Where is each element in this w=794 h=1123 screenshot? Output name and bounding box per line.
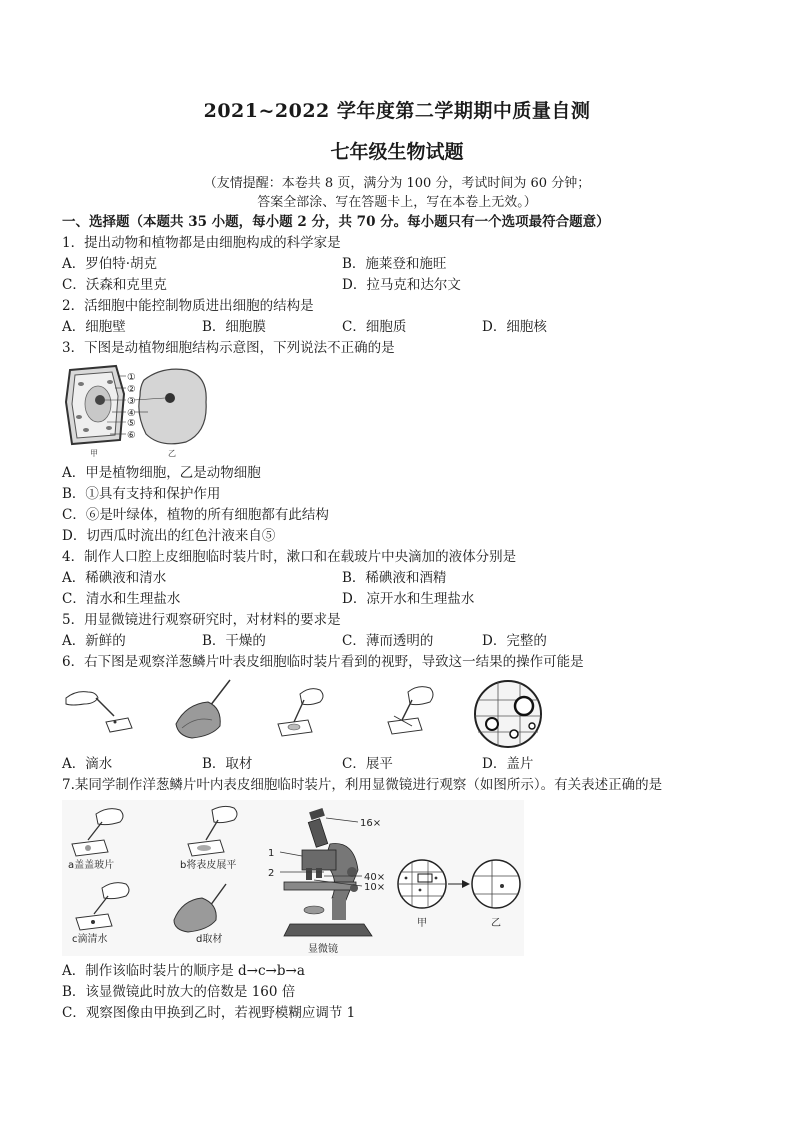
q4-option-c: C．清水和生理盐水 xyxy=(62,591,181,607)
q6-stem: 6．右下图是观察洋葱鳞片叶表皮细胞临时装片看到的视野，导致这一结果的操作可能是 xyxy=(62,654,584,670)
cell-label-4: ④ xyxy=(127,408,136,419)
q4-option-a: A．稀碘液和清水 xyxy=(62,570,167,586)
q6-option-d: D．盖片 xyxy=(482,756,534,772)
q1-option-b: B．施莱登和施旺 xyxy=(342,256,447,272)
q2-option-a: A．细胞壁 xyxy=(62,319,126,335)
exam-note-line2: 答案全部涂、写在答题卡上，写在本卷上无效。） xyxy=(257,195,537,210)
cell-caption-yi: 乙 xyxy=(168,449,176,458)
q7-stem: 7.某同学制作洋葱鳞片叶内表皮细胞临时装片，利用显微镜进行观察（如图所示）。有关表述正确的是 xyxy=(62,777,663,793)
view-yi-caption: 乙 xyxy=(491,918,501,929)
cell-label-3: ③ xyxy=(127,396,136,407)
q7-option-a: A．制作该临时装片的顺序是 d→c→b→a xyxy=(62,963,305,979)
q6-option-c: C．展平 xyxy=(342,756,393,772)
q5-option-a: A．新鲜的 xyxy=(62,633,126,649)
q6-option-a: A．滴水 xyxy=(62,756,113,772)
view-jia-illustration xyxy=(398,860,446,908)
microscope-caption: 显微镜 xyxy=(308,944,338,955)
cell-diagram-figure xyxy=(62,362,212,458)
q1-option-d: D．拉马克和达尔文 xyxy=(342,277,461,293)
q7-option-b: B．该显微镜此时放大的倍数是 160 倍 xyxy=(62,984,296,1000)
q7-option-c: C．观察图像由甲换到乙时，若视野模糊应调节 1 xyxy=(62,1005,356,1021)
view-jia-caption: 甲 xyxy=(417,918,427,929)
q5-option-d: D．完整的 xyxy=(482,633,547,649)
q2-option-c: C．细胞质 xyxy=(342,319,407,335)
q1-stem: 1．提出动物和植物都是由细胞构成的科学家是 xyxy=(62,235,341,251)
cell-label-1: ① xyxy=(127,372,136,383)
q3-stem: 3．下图是动植物细胞结构示意图，下列说法不正确的是 xyxy=(62,340,395,356)
objective-40x-label: 40× xyxy=(364,872,386,883)
cell-label-2: ② xyxy=(127,384,136,395)
view-yi-illustration xyxy=(472,860,520,908)
q3-option-c: C．⑥是叶绿体，植物的所有细胞都有此结构 xyxy=(62,507,329,523)
microscope-view-illustration xyxy=(475,681,541,747)
exam-note-line1: （友情提醒：本卷共 8 页，满分为 100 分，考试时间为 60 分钟； xyxy=(203,176,591,191)
eyepiece-label: 16× xyxy=(360,818,382,829)
plant-cell xyxy=(66,366,124,444)
q4-stem: 4．制作人口腔上皮细胞临时装片时，漱口和在载玻片中央滴加的液体分别是 xyxy=(62,549,517,565)
microscope-figure xyxy=(62,800,524,956)
q5-option-b: B．干燥的 xyxy=(202,633,266,649)
part-1-label: 1 xyxy=(268,848,275,859)
exam-title: 2021~2022 学年度第二学期期中质量自测 xyxy=(203,100,591,122)
q4-option-d: D．凉开水和生理盐水 xyxy=(342,591,475,607)
cell-label-5: ⑤ xyxy=(127,418,136,429)
step-a-caption: a盖盖玻片 xyxy=(68,860,115,871)
q3-option-b: B．①具有支持和保护作用 xyxy=(62,486,221,502)
step-d-caption: d取材 xyxy=(196,934,223,945)
objective-10x-label: 10× xyxy=(364,882,386,893)
q1-option-a: A．罗伯特·胡克 xyxy=(62,256,158,272)
q4-option-b: B．稀碘液和酒精 xyxy=(342,570,447,586)
q2-option-b: B．细胞膜 xyxy=(202,319,266,335)
covering-illustration xyxy=(388,687,433,734)
step-c-caption: c滴清水 xyxy=(72,934,108,945)
taking-tissue-illustration xyxy=(176,680,230,738)
q1-option-c: C．沃森和克里克 xyxy=(62,277,167,293)
q3-option-d: D．切西瓜时流出的红色汁液来自⑤ xyxy=(62,528,276,544)
part-2-label: 2 xyxy=(268,868,275,879)
cell-caption-jia: 甲 xyxy=(90,449,98,458)
q5-stem: 5．用显微镜进行观察研究时，对材料的要求是 xyxy=(62,612,341,628)
step-b-caption: b将表皮展平 xyxy=(180,860,237,871)
q5-option-c: C．薄而透明的 xyxy=(342,633,434,649)
q3-option-a: A．甲是植物细胞，乙是动物细胞 xyxy=(62,465,261,481)
cell-label-6: ⑥ xyxy=(127,430,136,441)
dropping-water-illustration xyxy=(66,692,132,732)
q2-option-d: D．细胞核 xyxy=(482,319,547,335)
exam-subtitle: 七年级生物试题 xyxy=(330,141,464,163)
q2-stem: 2．活细胞中能控制物质进出细胞的结构是 xyxy=(62,298,314,314)
slide-prep-figure xyxy=(62,676,552,750)
section-heading: 一、选择题（本题共 35 小题，每小题 2 分，共 70 分。每小题只有一个选项最符合题意） xyxy=(62,214,610,230)
animal-cell xyxy=(139,369,206,444)
flattening-illustration xyxy=(278,689,323,736)
q6-option-b: B．取材 xyxy=(202,756,253,772)
